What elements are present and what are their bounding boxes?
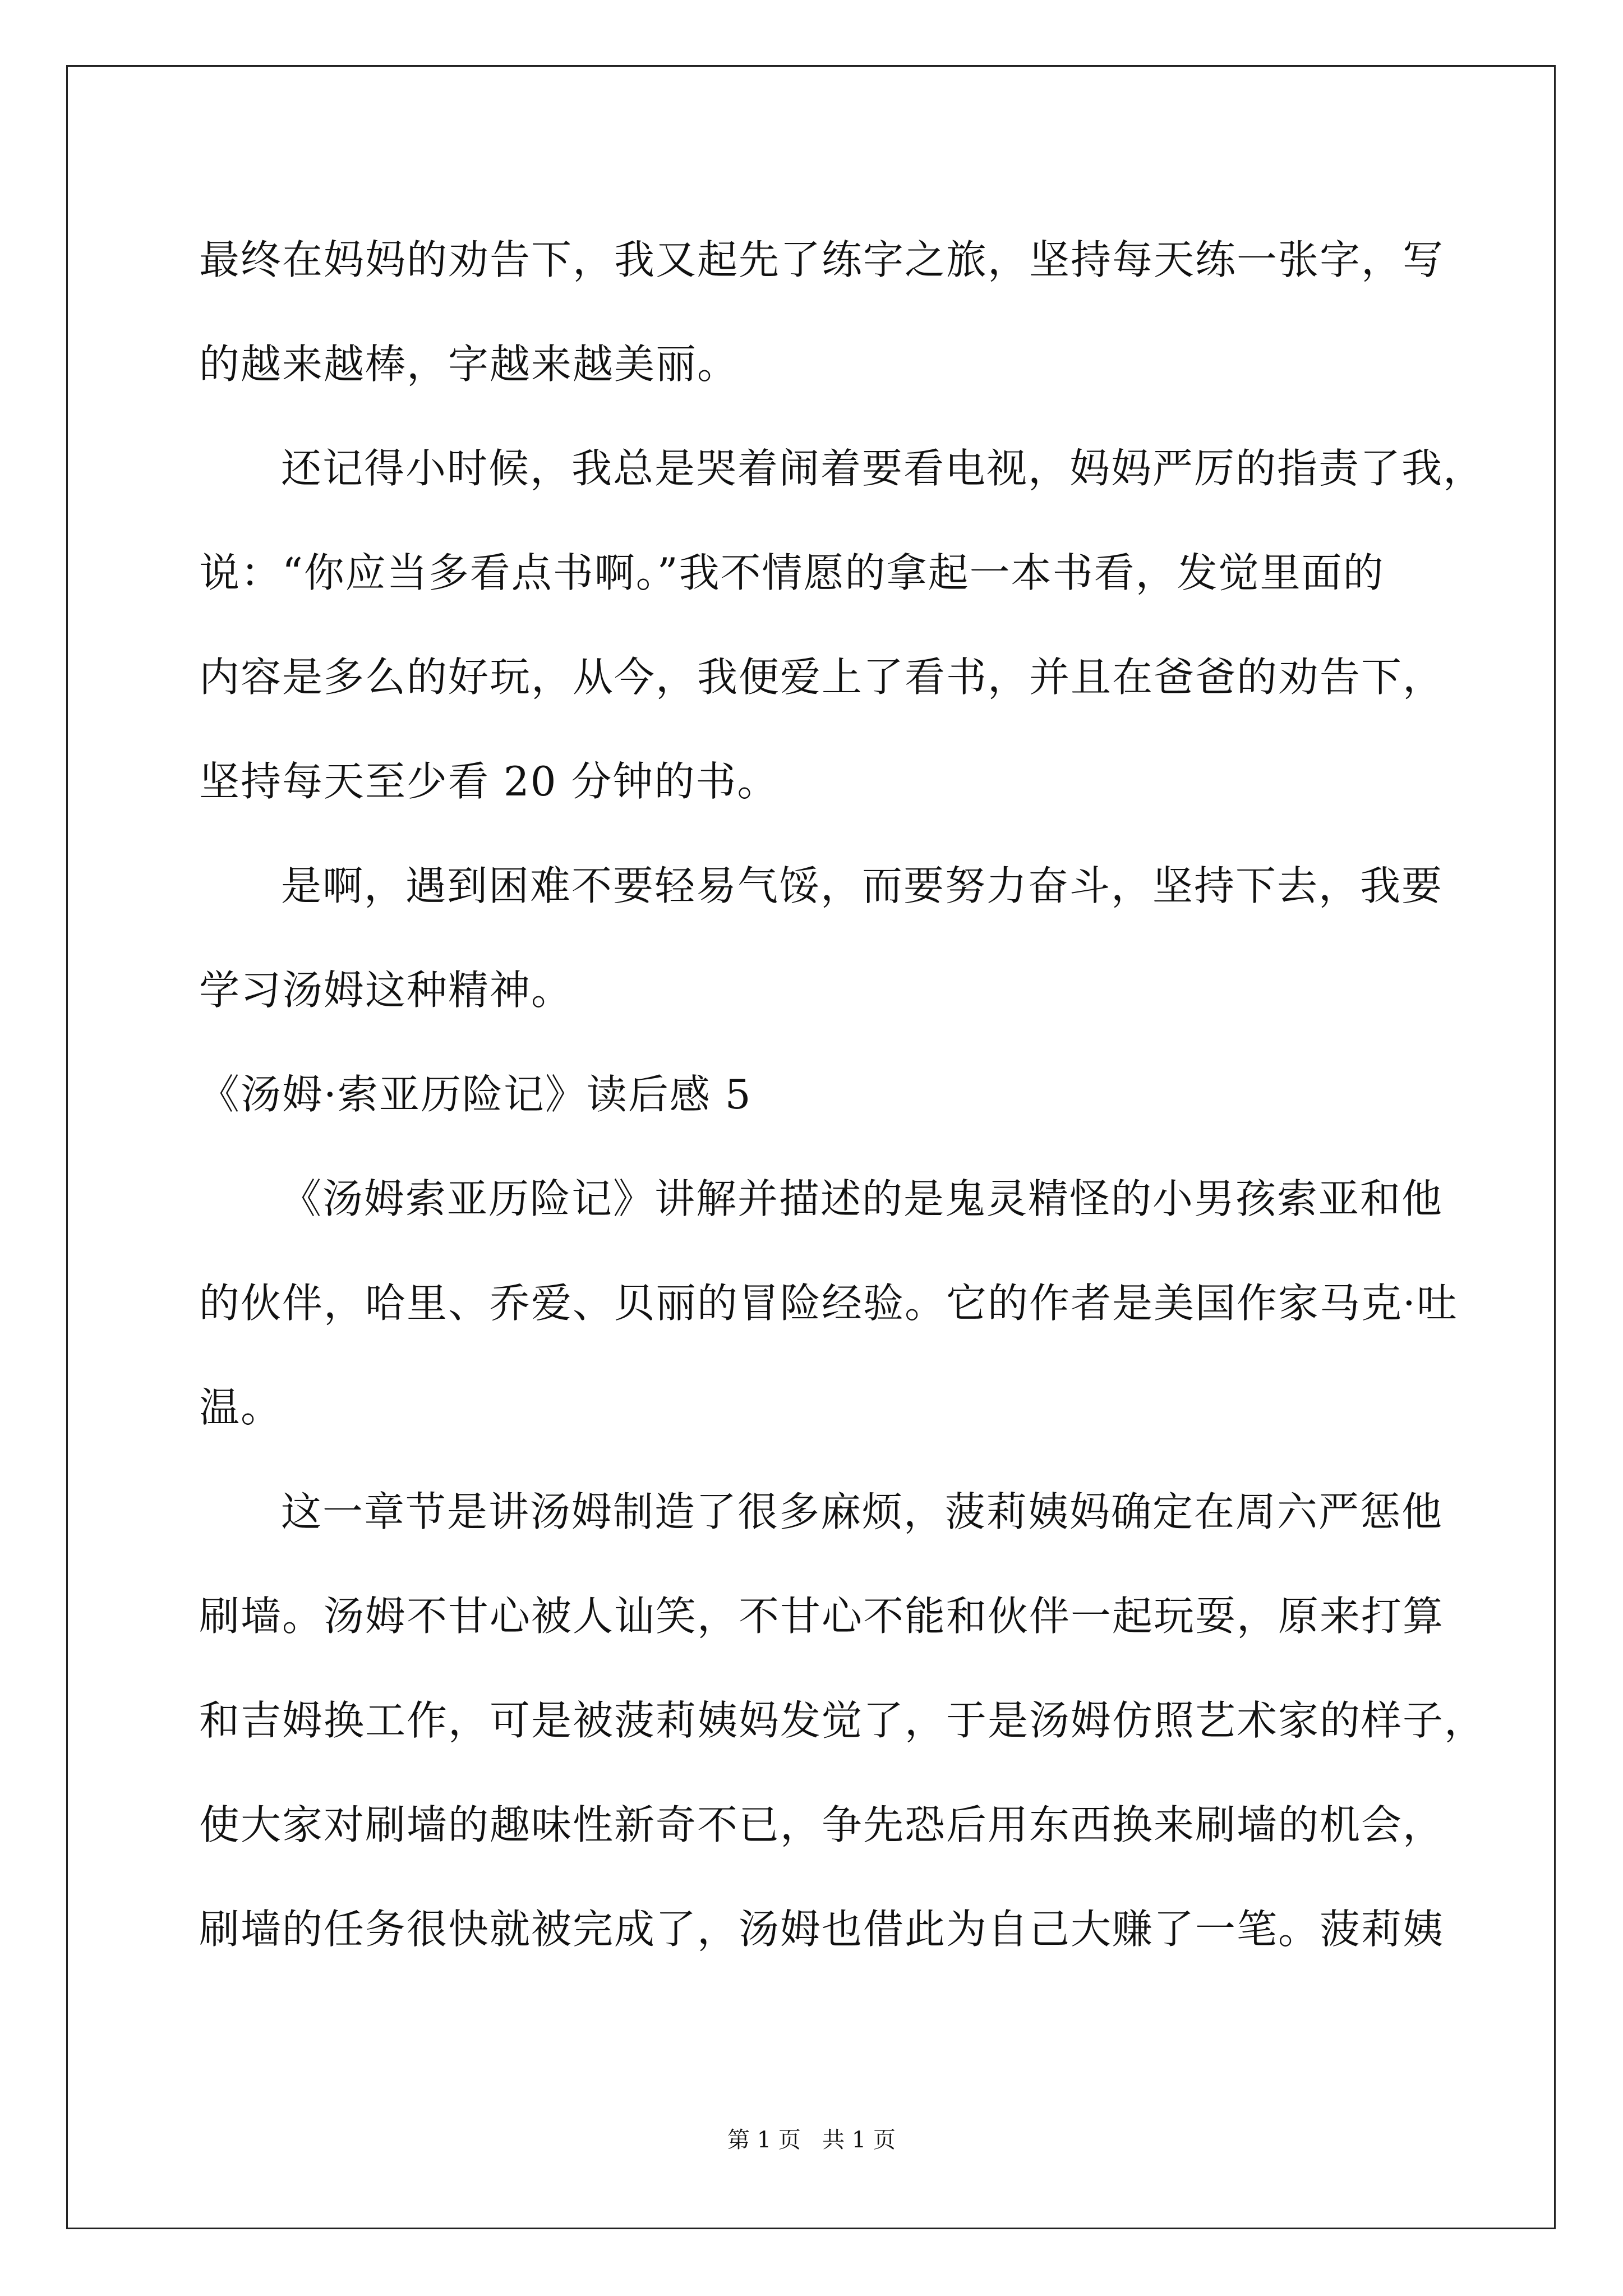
text-line: 使大家对刷墙的趣味性新奇不已，争先恐后用东西换来刷墙的机会， <box>199 1801 1445 1848</box>
text-line: 内容是多么的好玩，从今，我便爱上了看书，并且在爸爸的劝告下， <box>199 654 1445 701</box>
text-line: 温。 <box>199 1384 283 1431</box>
document-body <box>199 208 1486 1981</box>
text-line: 最终在妈妈的劝告下，我又起先了练字之旅，坚持每天练一张字，写 <box>199 236 1445 283</box>
text-line: 的伙伴，哈里、乔爱、贝丽的冒险经验。它的作者是美国作家马克·吐 <box>199 1280 1458 1327</box>
text-line: 《汤姆索亚历险记》讲解并描述的是鬼灵精怪的小男孩索亚和他 <box>281 1175 1444 1222</box>
text-line: 学习汤姆这种精神。 <box>199 967 573 1014</box>
text-line: 是啊，遇到困难不要轻易气馁，而要努力奋斗，坚持下去，我要 <box>281 862 1444 909</box>
text-line: 说：“你应当多看点书啊。”我不情愿的拿起一本书看，发觉里面的 <box>199 549 1385 596</box>
text-line: 坚持每天至少看 20 分钟的书。 <box>199 758 779 805</box>
text-line: 还记得小时候，我总是哭着闹着要看电视，妈妈严厉的指责了我， <box>281 445 1485 492</box>
section-heading: 《汤姆·索亚历险记》读后感 5 <box>199 1071 752 1118</box>
text-line: 的越来越棒，字越来越美丽。 <box>199 341 739 388</box>
text-line: 刷墙。汤姆不甘心被人讪笑，不甘心不能和伙伴一起玩耍，原来打算 <box>199 1593 1445 1640</box>
text-line: 刷墙的任务很快就被完成了，汤姆也借此为自己大赚了一笔。菠莉姨 <box>199 1906 1445 1953</box>
page-footer: 第 1 页 共 1 页 <box>727 2127 896 2153</box>
text-line: 这一章节是讲汤姆制造了很多麻烦，菠莉姨妈确定在周六严惩他 <box>281 1488 1444 1535</box>
text-line: 和吉姆换工作，可是被菠莉姨妈发觉了，于是汤姆仿照艺术家的样子， <box>199 1697 1486 1744</box>
